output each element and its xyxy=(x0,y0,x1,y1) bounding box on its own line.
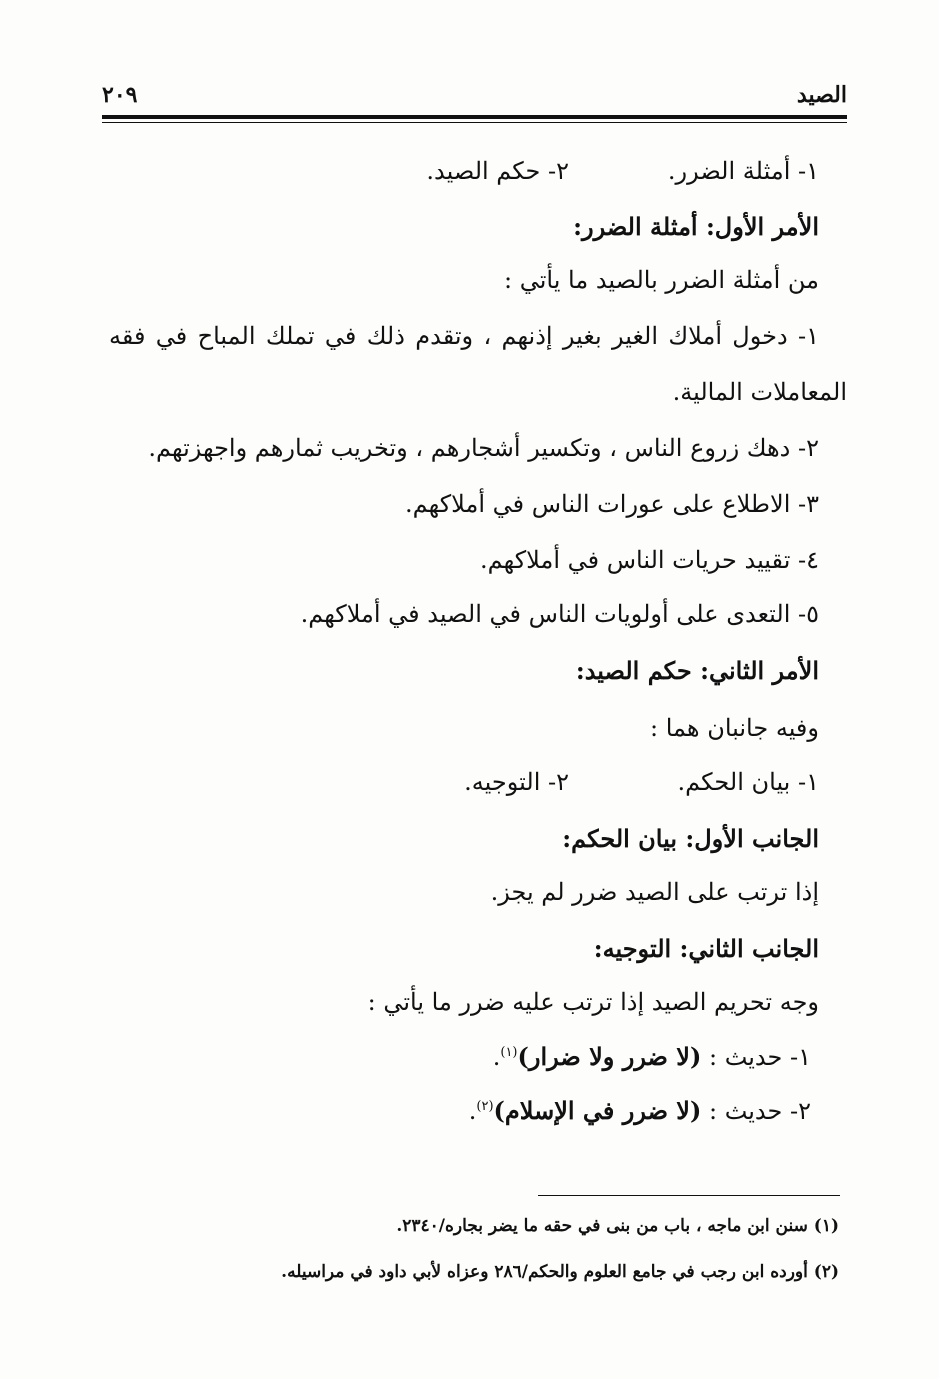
section1-item5: ٥- التعدى على أولويات الناس في الصيد في أملاكهم. xyxy=(300,600,819,628)
section1-item3: ٣- الاطلاع على عورات الناس في أملاكهم. xyxy=(405,490,819,518)
footnote-1: (١) سنن ابن ماجه ، باب من بنى في حقه ما يضر بجاره/٢٣٤٠. xyxy=(396,1216,839,1236)
intro-item-2: ٢- حكم الصيد. xyxy=(426,157,569,185)
section1-item1-line2: المعاملات المالية. xyxy=(672,378,847,406)
section1-heading: الأمر الأول: أمثلة الضرر: xyxy=(573,212,819,241)
page-number: ٢٠٩ xyxy=(102,82,138,108)
side2-heading: الجانب الثاني: التوجيه: xyxy=(593,934,819,963)
section1-lead: من أمثلة الضرر بالصيد ما يأتي : xyxy=(504,266,819,294)
hadith-1-text: (لا ضرر ولا ضرار) xyxy=(517,1042,702,1071)
intro-item-1: ١- أمثلة الضرر. xyxy=(667,157,819,185)
hadith-2-prefix: ٢- حديث : xyxy=(701,1097,811,1125)
hadith-2-text: (لا ضرر في الإسلام) xyxy=(493,1096,702,1125)
intro-items xyxy=(179,157,819,191)
hadith-2 xyxy=(469,1096,811,1125)
footnote-separator xyxy=(538,1195,840,1196)
section2-lead: وفيه جانبان هما : xyxy=(650,714,819,742)
side1-text: إذا ترتب على الصيد ضرر لم يجز. xyxy=(490,878,819,906)
section2-item-1: ١- بيان الحكم. xyxy=(677,768,819,796)
hadith-2-end: . xyxy=(468,1097,477,1125)
footnote-ref-1[interactable]: (١) xyxy=(500,1045,518,1060)
section2-item-2: ٢- التوجيه. xyxy=(464,768,569,796)
hadith-1-prefix: ١- حديث : xyxy=(701,1043,811,1071)
section1-item1-line1: ١- دخول أملاك الغير بغير إذنهم ، وتقدم ذلك في تملك المباح في فقه xyxy=(109,322,819,350)
hadith-1-end: . xyxy=(492,1043,501,1071)
header-rule-thin xyxy=(102,122,847,123)
header-rule-thick xyxy=(102,115,847,119)
running-header-title: الصيد xyxy=(796,82,847,108)
section1-item2: ٢- دهك زروع الناس ، وتكسير أشجارهم ، وتخريب ثمارهم واجهزتهم. xyxy=(148,434,819,462)
footnote-2: (٢) أورده ابن رجب في جامع العلوم والحكم/٢٨٦ وعزاه لأبي داود في مراسيله. xyxy=(281,1262,839,1282)
section2-items xyxy=(179,768,819,802)
side1-heading: الجانب الأول: بيان الحكم: xyxy=(562,824,819,853)
side2-lead: وجه تحريم الصيد إذا ترتب عليه ضرر ما يأتي : xyxy=(367,988,819,1016)
hadith-1 xyxy=(493,1042,811,1071)
footnote-ref-2[interactable]: (٢) xyxy=(476,1099,494,1114)
section1-item4: ٤- تقييد حريات الناس في أملاكهم. xyxy=(480,546,819,574)
section2-heading: الأمر الثاني: حكم الصيد: xyxy=(575,656,819,685)
